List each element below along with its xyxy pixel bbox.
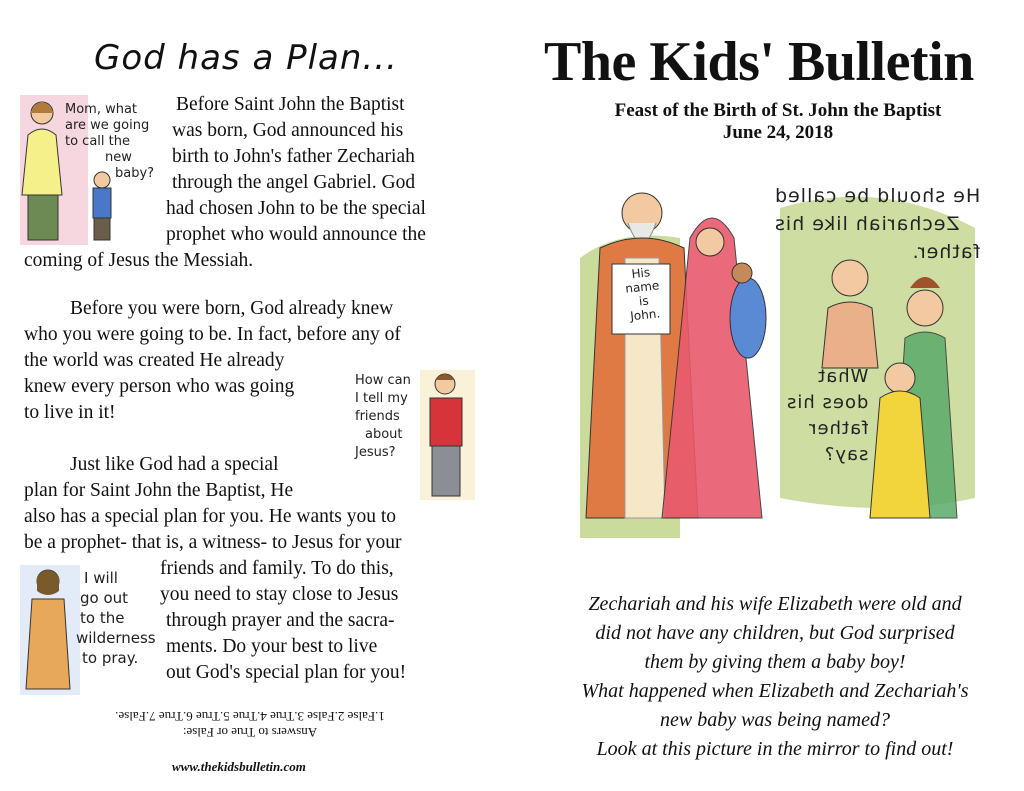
boy-thinking-speech: How can I tell my friends about Jesus? [355,373,411,460]
john-praying-illustration [20,565,80,695]
mom-child-speech: Mom, what are we going to call the new baby? [65,102,155,181]
scene-caption: Zechariah and his wife Elizabeth were old and did not have any children, but God surprised them by giving them a baby boy! What happened when Elizabeth and Zechariah's new baby was being named? Look at this picture in the mirror to find out! [581,593,969,760]
answers-title: Answers to True or False: [182,725,318,740]
answers-text: 1.False 2.False 3.True 4.True 5.True 6.True 7.False. [115,709,385,724]
john-praying-speech: I will go out to the wilderness to pray. [76,569,156,667]
paragraph-1: Before Saint John the Baptist was born, God announced his birth to John's father Zechariah through the angel Gabriel. God had chosen John to be the special prophet who would announce the coming of Jesus the Messiah. [24,94,426,271]
left-heading: God has a Plan... [94,38,398,78]
paragraph-3: Just like God had a special plan for Saint John the Baptist, He also has a special plan for you. He wants you to be a prophet- that is, a witness- to Jesus for your friends and family. To do this, you need to stay close to Jesus through prayer and the sacra- ments. Do your best to live out God's special plan for you! [24,454,407,683]
mirror-speech-crowd: What does his father say? [786,366,869,465]
answers-upside-down [90,708,410,740]
sign-his-name-is-john: His name is John. [624,265,661,324]
bulletin-title: The Kids' Bulletin [544,31,974,93]
feast-date: June 24, 2018 [722,122,834,143]
paragraph-2: Before you were born, God already knew who you were going to be. In fact, before any of the world was created He already knew every person who was going to live in it! [24,298,401,423]
mirror-speech-zechariah: He should be called Zechariah like his father. [773,185,980,263]
feast-name: Feast of the Birth of St. John the Baptist [614,100,942,121]
website-link[interactable]: www.thekidsbulletin.com [172,759,306,774]
